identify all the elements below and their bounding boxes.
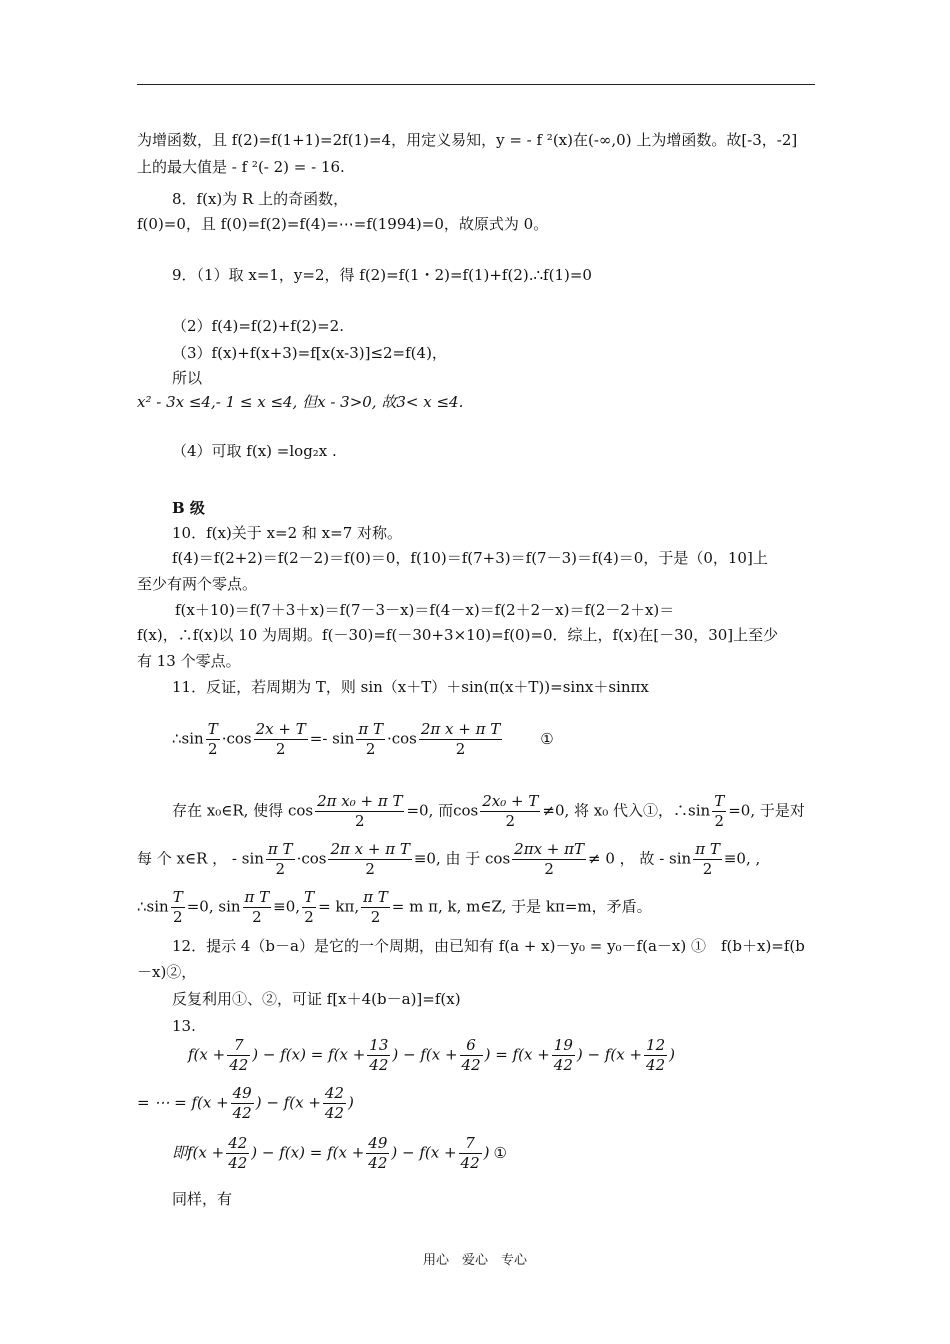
equation-line: 每 个 x∈R ， - sin $\frac{\text{π T}}{2}$ ·cos $\frac{\text{2π x + π T}}{2}$ ≡0, 由 于 cos $\frac{2\pi x + \pi T}{2}$ ≠ 0 ， 故 - sin $\frac{\text{π T}}{2}$ ≡0, , bbox=[137, 840, 761, 878]
text-line: 有 13 个零点。 bbox=[137, 652, 241, 670]
text-line: 上的最大值是 - f ²(- 2) = - 16. bbox=[137, 158, 345, 176]
header-rule bbox=[137, 84, 815, 85]
text-line: 11．反证，若周期为 T，则 sin（x＋T）＋sin(π(x＋T))=sinx＋sinπx bbox=[172, 678, 649, 696]
equation-11: ∴sin $\frac{T}{2}$ ·cos $\frac{2x + T}{2}$ =- sin $\frac{\text{π T}}{2}$ ·cos $\frac{\text{2π x + π T}}{2}$ ① bbox=[172, 720, 554, 758]
equation-13-row3: 即f(x + $\frac{42}{42}$ ) − f(x) = f(x + $\frac{49}{42}$ ) − f(x + $\frac{7}{42}$ ) ① bbox=[172, 1134, 507, 1172]
text-line: 8．f(x)为 R 上的奇函数， bbox=[172, 190, 349, 208]
text-line: 为增函数，且 f(2)=f(1+1)=2f(1)=4，用定义易知，y = - f ²(x)在(-∞,0) 上为增函数。故[-3，-2] bbox=[137, 131, 798, 149]
text-line: （2）f(4)=f(2)+f(2)=2. bbox=[172, 317, 344, 335]
text-line: f(0)=0，且 f(0)=f(2)=f(4)=⋯=f(1994)=0，故原式为 0。 bbox=[137, 215, 549, 233]
text-line: －x)②， bbox=[137, 963, 197, 981]
text-line: 13. bbox=[172, 1017, 196, 1035]
text-line: 反复利用①、②，可证 f[x＋4(b－a)]=f(x) bbox=[172, 990, 461, 1008]
text-line: f(4)＝f(2+2)＝f(2－2)＝f(0)＝0，f(10)＝f(7+3)＝f(7－3)＝f(4)＝0，于是（0，10]上 bbox=[172, 549, 768, 567]
section-heading: B 级 bbox=[172, 499, 205, 517]
equation-line: 存在 x₀∈R, 使得 cos $\frac{\text{2π x₀ + π T}}{2}$ =0, 而cos $\frac{\text{2x₀ + T}}{2}$ ≠0, 将 x₀ 代入①，∴sin $\frac{T}{2}$ =0, 于是对 bbox=[172, 792, 805, 830]
page-footer: 用心 爱心 专心 bbox=[422, 1253, 527, 1268]
text-line: f(x＋10)＝f(7＋3＋x)＝f(7－3－x)＝f(4－x)＝f(2＋2－x)＝f(2－2＋x)＝ bbox=[175, 601, 675, 619]
text-line: 同样，有 bbox=[172, 1190, 233, 1208]
text-line: （3）f(x)+f(x+3)=f[x(x-3)]≤2=f(4)， bbox=[172, 344, 447, 362]
text-line: f(x)，∴f(x)以 10 为周期。f(－30)=f(－30+3×10)=f(0)=0．综上，f(x)在[－30，30]上至少 bbox=[137, 626, 779, 644]
text-line: 至少有两个零点。 bbox=[137, 575, 258, 593]
text-line: 10．f(x)关于 x=2 和 x=7 对称。 bbox=[172, 524, 403, 542]
text-line: 12．提示 4（b－a）是它的一个周期，由已知有 f(a + x)－y₀ = y₀－f(a－x) ① f(b＋x)=f(b bbox=[172, 937, 805, 955]
inequality-line: x² - 3x ≤4,- 1 ≤ x ≤4, 但x - 3>0, 故3< x ≤4. bbox=[137, 393, 464, 411]
equation-line: ∴sin $\frac{T}{2}$ =0, sin $\frac{\text{π T}}{2}$ ≡0, $\frac{T}{2}$ = kπ, $\frac{\text{π T}}{2}$ = m π, k, m∈Z, 于是 kπ=m，矛盾。 bbox=[137, 888, 652, 926]
equation-13-row2: = ⋯ = f(x + $\frac{49}{42}$ ) − f(x + $\frac{42}{42}$ ) bbox=[137, 1084, 354, 1122]
text-line: （4）可取 f(x) =log₂x . bbox=[172, 442, 337, 460]
text-line: 9．（1）取 x=1，y=2，得 f(2)=f(1・2)=f(1)+f(2).∴f(1)=0 bbox=[172, 266, 592, 284]
text-line: 所以 bbox=[172, 369, 203, 387]
equation-13-row1: f(x + $\frac{7}{42}$ ) − f(x) = f(x + $\frac{13}{42}$ ) − f(x + $\frac{6}{42}$ ) = f(x + $\frac{19}{42}$ ) − f(x + $\frac{12}{42}$ ) bbox=[188, 1036, 675, 1074]
